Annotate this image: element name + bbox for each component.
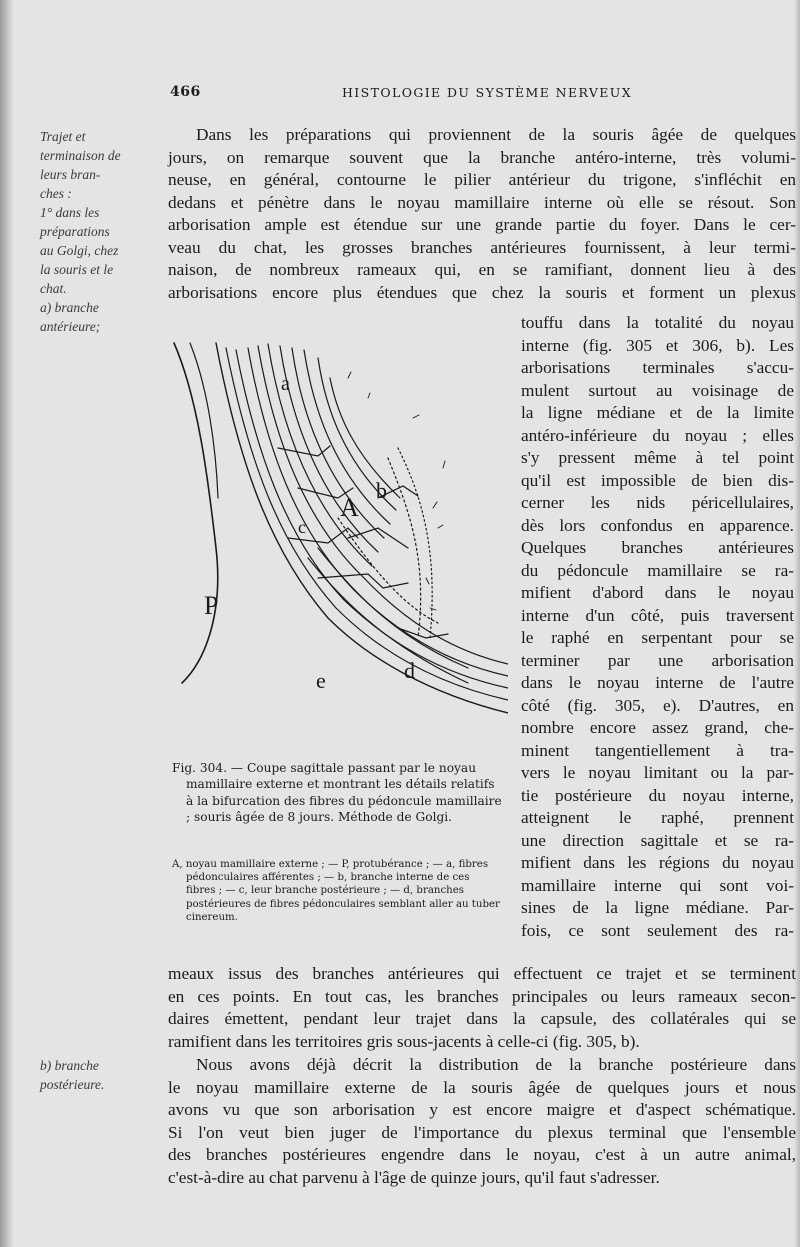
paragraph-1-column-line: minent tangentiellement à tra- bbox=[521, 740, 794, 760]
paragraph-1-column-line: interne (fig. 305 et 306, b). Les bbox=[521, 335, 794, 355]
margin-note-line: b) branche bbox=[40, 1058, 99, 1073]
paragraph-1-column-line: interne d'un côté, puis traversent bbox=[521, 605, 794, 625]
margin-note-line: leurs bran- bbox=[40, 167, 101, 182]
paragraph-1-column-line: le raphé en serpentant pour se bbox=[521, 628, 794, 647]
paragraph-1-column-line: qu'il est impossible de bien dis- bbox=[521, 470, 794, 490]
paragraph-1-line: jours, on remarque souvent que la branche antéro-interne, très volumi- bbox=[168, 147, 796, 167]
paragraph-1-column-line: mifient dans les régions du noyau bbox=[521, 853, 794, 872]
margin-note-line: a) branche bbox=[40, 300, 99, 315]
paragraph-2-line: le noyau mamillaire externe de la souris âgée de quelques jours et nous bbox=[168, 1077, 796, 1097]
figure-label-b: b bbox=[376, 478, 387, 503]
paragraph-1-end-line: daires émettent, pendant leur trajet dans la capsule, des collatérales qui se bbox=[168, 1009, 796, 1028]
paragraph-2-line: Si l'on veut bien juger de l'importance du plexus terminal que l'ensemble bbox=[168, 1122, 796, 1142]
paragraph-1-column-line: la ligne médiane et de la limite bbox=[521, 403, 794, 422]
paragraph-1-column-line: antéro-inférieure du noyau ; elles bbox=[521, 425, 794, 445]
figure-label-c: c bbox=[298, 517, 306, 537]
paragraph-1-column bbox=[521, 312, 794, 942]
paragraph-1-column-line: atteignent le raphé, prennent bbox=[521, 808, 794, 827]
paragraph-1-line: dedans et pénètre dans le noyau mamillaire interne où elle se résout. Son bbox=[168, 192, 796, 212]
paragraph-2 bbox=[168, 1054, 796, 1189]
margin-note-line: 1° dans les bbox=[40, 205, 100, 220]
paragraph-1-column-line: dès lors confondus en apparence. bbox=[521, 515, 794, 535]
paragraph-1-column-line: nombre encore assez grand, che- bbox=[521, 718, 794, 737]
paragraph-1-column-line: Quelques branches antérieures bbox=[521, 538, 794, 557]
paragraph-1-column-line: s'y pressent même à tel point bbox=[521, 448, 794, 467]
paragraph-1-column-line: une direction sagittale et se ra- bbox=[521, 830, 794, 850]
margin-note-line: la souris et le bbox=[40, 262, 114, 277]
figure-label-e: e bbox=[316, 668, 326, 693]
figure-caption bbox=[172, 760, 502, 826]
paragraph-2-line: c'est-à-dire au chat parvenu à l'âge de quinze jours, qu'il faut s'adresser. bbox=[168, 1167, 660, 1187]
margin-note-line: ches : bbox=[40, 186, 72, 201]
paragraph-1-column-line: du pédoncule mamillaire se ra- bbox=[521, 560, 794, 580]
figure-caption-text: Fig. 304. — Coupe sagittale passant par le noyau mamillaire externe et montrant les détails relatifs à la bifurcation des fibres du pédoncule mamillaire ; souris âgée de 8 jours. Méthode de Golgi. bbox=[172, 761, 502, 825]
paragraph-1-column-line: tie postérieure du noyau interne, bbox=[521, 785, 794, 805]
margin-note-line: chat. bbox=[40, 281, 67, 296]
paragraph-1-line: neuse, en général, contourne le pilier antérieur du trigone, s'infléchit en bbox=[168, 170, 796, 189]
margin-note-trajet bbox=[40, 127, 150, 336]
paragraph-2-line: des branches postérieures engendre dans le noyau, c'est à un autre animal, bbox=[168, 1145, 796, 1164]
paragraph-1-column-line: terminer par une arborisation bbox=[521, 650, 794, 670]
figure-legend bbox=[172, 858, 502, 924]
margin-note-line: antérieure; bbox=[40, 319, 101, 334]
paragraph-1-end bbox=[168, 963, 796, 1053]
paragraph-1-column-line: côté (fig. 305, e). D'autres, en bbox=[521, 695, 794, 715]
figure-label-d: d bbox=[404, 658, 415, 683]
paragraph-1-column-line: mamillaire interne qui sont voi- bbox=[521, 875, 794, 895]
paragraph-1-column-line: sines de la ligne médiane. Par- bbox=[521, 898, 794, 917]
paragraph-1-line: veau du chat, les grosses branches antérieures fournissent, à leur termi- bbox=[168, 237, 796, 257]
paragraph-1-end-line: ramifient dans les territoires gris sous-jacents à celle-ci (fig. 305, b). bbox=[168, 1031, 640, 1051]
paragraph-1-end-line: en ces points. En tout cas, les branches principales ou leurs rameaux secon- bbox=[168, 986, 796, 1006]
figure-legend-text: A, noyau mamillaire externe ; — P, protubérance ; — a, fibres pédonculaires afférentes ; — b, branche interne de ces fibres ; — c, leur branche postérieure ; — d, branches postérieures de fibres pédonculaires semblant aller au tuber cinereum. bbox=[172, 859, 500, 923]
paragraph-2-line: avons vu que son arborisation y est encore maigre et d'aspect schématique. bbox=[168, 1100, 796, 1119]
paragraph-1-column-line: mulent surtout au voisinage de bbox=[521, 380, 794, 400]
margin-note-line: terminaison de bbox=[40, 148, 121, 163]
figure-label-a: a bbox=[281, 373, 290, 395]
paragraph-2-line: Nous avons déjà décrit la distribution de la branche postérieure dans bbox=[196, 1055, 796, 1074]
paragraph-1-column-line: fois, ce sont seulement des ra- bbox=[521, 920, 794, 940]
paragraph-1-column-line: vers le noyau limitant ou la par- bbox=[521, 763, 794, 782]
paragraph-1-column-line: cerner les nids péricellulaires, bbox=[521, 493, 794, 512]
margin-note-branche-posterieure bbox=[40, 1056, 150, 1094]
paragraph-1-column-line: arborisations terminales s'accu- bbox=[521, 358, 794, 377]
paragraph-1-line: Dans les préparations qui proviennent de la souris âgée de quelques bbox=[196, 125, 796, 144]
figure-label-P: P bbox=[204, 591, 219, 620]
paragraph-1-line: arborisation ample est étendue sur une grande partie du foyer. Dans le cer- bbox=[168, 215, 796, 234]
paragraph-1-line: arborisations encore plus étendues que chez la souris et forment un plexus bbox=[168, 282, 796, 302]
margin-note-line: préparations bbox=[40, 224, 110, 239]
paragraph-1-end-line: meaux issus des branches antérieures qui effectuent ce trajet et se terminent bbox=[168, 964, 796, 983]
paragraph-1-line: naison, de nombreux rameaux qui, en se ramifiant, donnent lieu à des bbox=[168, 260, 796, 279]
paragraph-1-column-line: mifient d'abord dans le noyau bbox=[521, 583, 794, 602]
paragraph-1-column-line: dans le noyau interne de l'autre bbox=[521, 673, 794, 692]
page-header bbox=[170, 84, 800, 104]
running-title: HISTOLOGIE DU SYSTÈME NERVEUX bbox=[342, 85, 633, 100]
margin-note-line: Trajet et bbox=[40, 129, 86, 144]
margin-note-line: postérieure. bbox=[40, 1077, 105, 1092]
margin-note-line: au Golgi, chez bbox=[40, 243, 119, 258]
page-binding-shadow bbox=[0, 0, 14, 1247]
page-number: 466 bbox=[170, 84, 201, 100]
figure-label-A: A bbox=[340, 493, 359, 522]
paragraph-1-column-line: touffu dans la totalité du noyau bbox=[521, 313, 794, 332]
figure-304-drawing bbox=[168, 338, 508, 738]
paragraph-1-full-width bbox=[168, 124, 796, 304]
